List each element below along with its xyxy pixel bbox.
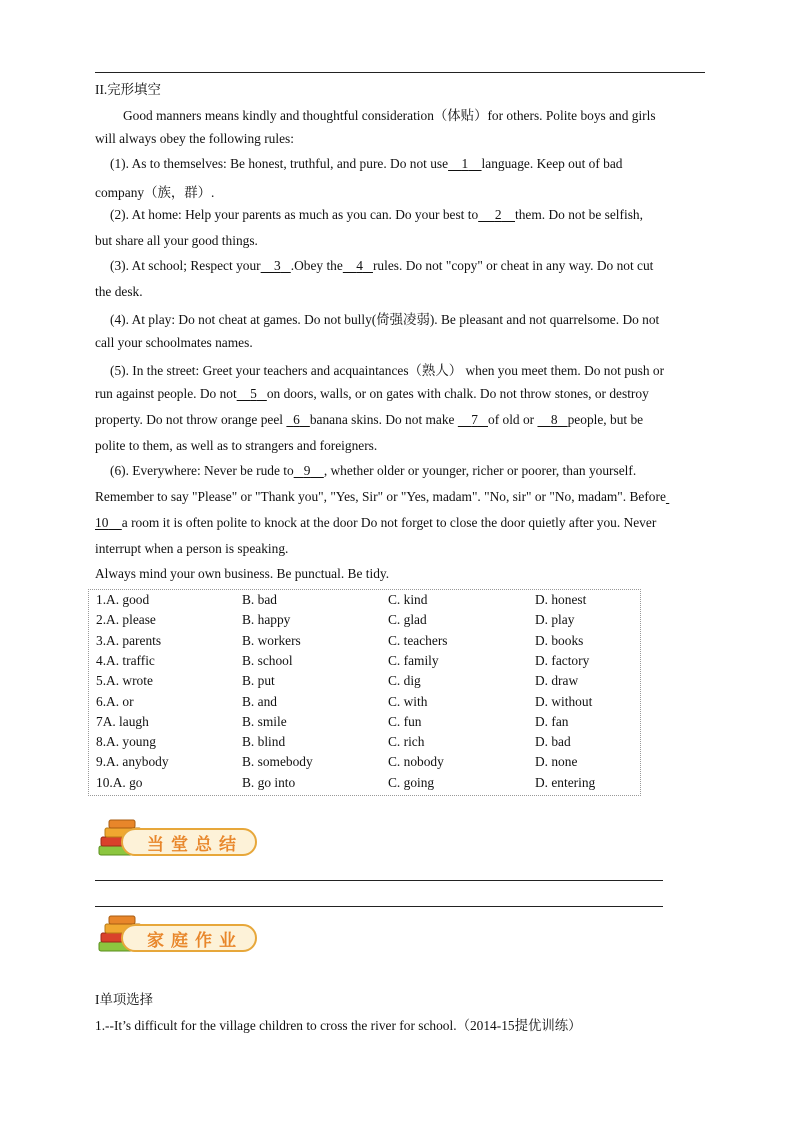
blank-3[interactable]: 3	[274, 258, 281, 273]
option-row	[89, 752, 640, 772]
rule-3-cont: the desk.	[95, 284, 143, 299]
option-b[interactable]: B. blind	[242, 734, 286, 750]
answer-line-1[interactable]	[95, 880, 663, 881]
option-b[interactable]: B. workers	[242, 632, 301, 648]
option-d[interactable]: D. entering	[535, 774, 596, 790]
option-d[interactable]: D. none	[535, 754, 578, 770]
rule-2-line: (2). At home: Help your parents as much as you can. Do your best to 2 them. Do not be selfish,	[110, 207, 643, 222]
option-a[interactable]: 9.A. anybody	[96, 754, 169, 770]
option-c[interactable]: C. fun	[388, 713, 422, 729]
top-rule	[95, 72, 705, 73]
option-row	[89, 732, 640, 752]
blank-7[interactable]: 7	[471, 412, 478, 427]
option-a[interactable]: 5.A. wrote	[96, 673, 153, 689]
option-row	[89, 651, 640, 671]
option-row	[89, 610, 640, 630]
option-b[interactable]: B. go into	[242, 774, 296, 790]
option-d[interactable]: D. honest	[535, 592, 587, 607]
rule-4-line: (4). At play: Do not cheat at games. Do not bully(倚强凌弱). Be pleasant and not quarrelsome. Do not	[110, 312, 660, 327]
option-row	[89, 773, 640, 793]
closing-line: Always mind your own business. Be punctual. Be tidy.	[95, 566, 390, 581]
option-a[interactable]: 7A. laugh	[96, 713, 149, 729]
rule-6-cont-2: 10 a room it is often polite to knock at the door Do not forget to close the door quietly after you. Never	[95, 515, 657, 530]
rule-2-cont: but share all your good things.	[95, 233, 258, 248]
option-d[interactable]: D. factory	[535, 652, 590, 668]
option-d[interactable]: D. play	[535, 612, 575, 628]
option-row	[89, 671, 640, 691]
blank-9[interactable]: 9	[303, 463, 311, 478]
question-1: 1.--It’s difficult for the village children to cross the river for school.（2014-15提优训练）	[95, 1018, 582, 1033]
option-d[interactable]: D. books	[535, 632, 584, 648]
option-a[interactable]: 2.A. please	[96, 612, 156, 628]
option-b[interactable]: B. put	[242, 673, 275, 689]
option-c[interactable]: C. kind	[388, 592, 428, 607]
option-row	[89, 692, 640, 712]
rule-3-line: (3). At school; Respect your 3 .Obey the 4 rules. Do not "copy" or cheat in any way. Do not cut	[110, 258, 654, 273]
blank-2[interactable]: 2	[494, 207, 502, 222]
blank-6[interactable]: 6	[293, 412, 300, 427]
option-b[interactable]: B. happy	[242, 612, 291, 628]
option-c[interactable]: C. with	[388, 693, 428, 709]
rule-4-cont: call your schoolmates names.	[95, 335, 253, 350]
option-a[interactable]: 3.A. parents	[96, 632, 162, 648]
option-b[interactable]: B. somebody	[242, 754, 313, 770]
blank-4[interactable]: 4	[356, 258, 363, 273]
intro-line-2: will always obey the following rules:	[95, 131, 294, 146]
option-d[interactable]: D. draw	[535, 673, 579, 689]
option-a[interactable]: 4.A. traffic	[96, 652, 155, 668]
option-row	[89, 712, 640, 732]
section-title: II.完形填空	[95, 82, 161, 97]
section2-title: I单项选择	[95, 992, 154, 1007]
rule-6-cont-3: interrupt when a person is speaking.	[95, 541, 289, 556]
option-c[interactable]: C. going	[388, 774, 435, 790]
option-b[interactable]: B. bad	[242, 592, 277, 607]
rule-5-cont-3: polite to them, as well as to strangers and foreigners.	[95, 438, 378, 453]
option-b[interactable]: B. smile	[242, 713, 287, 729]
option-b[interactable]: B. school	[242, 652, 293, 668]
rule-6-line: (6). Everywhere: Never be rude to 9 , whether older or younger, richer or poorer, than yourself.	[110, 463, 637, 478]
rule-1-cont: company（族，群）.	[95, 185, 215, 200]
option-d[interactable]: D. fan	[535, 713, 569, 729]
option-c[interactable]: C. nobody	[388, 754, 444, 770]
rule-6-cont-1: Remember to say "Please" or "Thank you", "Yes, Sir" or "Yes, madam". "No, sir" or "No, madam". Before	[95, 489, 666, 504]
option-c[interactable]: C. dig	[388, 673, 421, 689]
option-a[interactable]: 1.A. good	[96, 592, 150, 607]
blank-8[interactable]: 8	[550, 412, 558, 427]
option-c[interactable]: C. family	[388, 652, 439, 668]
option-d[interactable]: D. without	[535, 693, 593, 709]
homework-badge	[95, 912, 260, 962]
summary-badge	[95, 816, 260, 866]
option-row	[89, 590, 640, 610]
option-c[interactable]: C. glad	[388, 612, 427, 628]
option-c[interactable]: C. teachers	[388, 632, 448, 648]
homework-title: 家庭作业	[147, 931, 243, 951]
options-table	[88, 589, 641, 796]
option-a[interactable]: 6.A. or	[96, 693, 134, 709]
rule-1-line: (1). As to themselves: Be honest, truthful, and pure. Do not use 1 language. Keep out of bad	[110, 156, 623, 171]
rule-5-cont-1: run against people. Do not 5 on doors, walls, or on gates with chalk. Do not throw stones, or destroy	[95, 386, 649, 401]
option-a[interactable]: 8.A. young	[96, 734, 156, 750]
blank-5[interactable]: 5	[250, 386, 257, 401]
option-row	[89, 631, 640, 651]
blank-1[interactable]: 1	[461, 156, 469, 171]
intro-line-1: Good manners means kindly and thoughtful consideration（体贴）for others. Polite boys and girls	[123, 108, 656, 123]
summary-title: 当堂总结	[147, 835, 243, 855]
rule-5-line: (5). In the street: Greet your teachers and acquaintances（熟人） when you meet them. Do not push or	[110, 363, 665, 378]
option-d[interactable]: D. bad	[535, 734, 571, 750]
blank-10[interactable]: 10	[95, 515, 109, 530]
option-a[interactable]: 10.A. go	[96, 774, 143, 790]
option-b[interactable]: B. and	[242, 693, 277, 709]
rule-5-cont-2: property. Do not throw orange peel 6 banana skins. Do not make 7 of old or 8 people, but be	[95, 412, 644, 427]
option-c[interactable]: C. rich	[388, 734, 425, 750]
answer-line-2[interactable]	[95, 906, 663, 907]
